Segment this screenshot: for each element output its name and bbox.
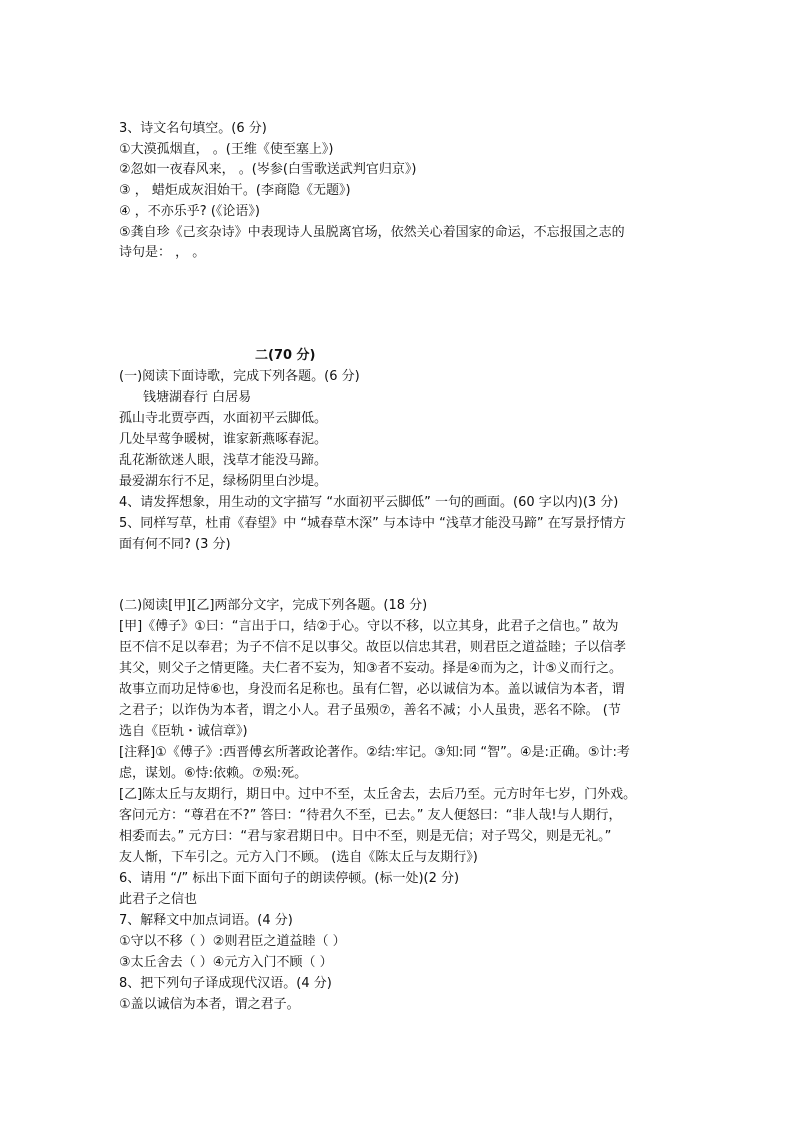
q8: 8、把下列句子译成现代汉语。(4 分) [119,976,332,991]
yi-line-2: 客问元方：“尊君在不?” 答曰：“待君久不至，已去。” 友人便怒曰：“非人哉!与人期行， [119,808,622,823]
poem-line-3: 乱花渐欲迷人眼，浅草才能没马蹄。 [119,453,328,468]
q7: 7、解释文中加点词语。(4 分) [119,913,293,928]
yi-line-4: 友人惭，下车引之。元方入门不顾。 (选自《陈太丘与友期行》) [119,850,478,865]
q3-item-2: ②忽如一夜春风来， 。(岑参(白雪歌送武判官归京》) [119,162,417,177]
poem-line-1: 孤山寺北贾亭西，水面初平云脚低。 [119,411,328,426]
jia-line-1: [甲]《傅子》①曰：“言出于口，结②于心。守以不移，以立其身，此君子之信也。” 故为 [119,619,619,634]
part1-intro: (一)阅读下面诗歌，完成下列各题。(6 分) [119,369,360,384]
q7-line-1: ①守以不移（ ）②则君臣之道益睦（ ） [119,934,346,949]
q4: 4、请发挥想象，用生动的文字描写 “水面初平云脚低” 一句的画面。(60 字以内)(3 分) [119,495,619,510]
section-title: 二(70 分) [255,348,316,363]
q3-item-5: ⑤龚自珍《己亥杂诗》中表现诗人虽脱离官场，依然关心着国家的命运，不忘报国之志的 [119,225,625,240]
notes-line-1: [注释]①《傅子》:西晋傅玄所著政论著作。②结:牢记。③知:同 “智”。④是:正确。⑤计:考 [119,745,630,760]
part2-intro: (二)阅读[甲][乙]两部分文字，完成下列各题。(18 分) [119,598,428,613]
jia-line-6: 选自《臣轨・诚信章》) [119,724,248,739]
q3-item-4: ④ ，不亦乐乎? (《论语》) [119,204,260,219]
yi-line-3: 相委而去。” 元方曰：“君与家君期日中。日中不至，则是无信；对子骂父，则是无礼。” [119,829,612,844]
q8-line-1: ①盖以诚信为本者，谓之君子。 [119,997,300,1012]
q7-line-2: ③太丘舍去（ ）④元方入门不顾（ ） [119,955,333,970]
q5-cont: 面有何不同? (3 分) [119,537,231,552]
jia-line-2: 臣不信不足以奉君；为子不信不足以事父。故臣以信忠其君，则君臣之道益睦；子以信孝 [119,640,627,655]
yi-line-1: [乙]陈太丘与友期行，期日中。过中不至，太丘舍去，去后乃至。元方时年七岁，门外戏。 [119,787,637,802]
notes-line-2: 虑，谋划。⑥恃:依赖。⑦殒:死。 [119,766,308,781]
jia-line-5: 之君子；以诈伪为本者，谓之小人。君子虽殒⑦，善名不减；小人虽贵，恶名不除。 (节 [119,703,621,718]
q3-item-1: ①大漠孤烟直， 。(王维《使至塞上》) [119,142,334,157]
poem-line-4: 最爱湖东行不足，绿杨阴里白沙堤。 [119,474,328,489]
q3-item-3: ③ ， 蜡炬成灰泪始干。(李商隐《无题》) [119,183,351,198]
poem-title: 钱塘湖春行 白居易 [143,390,252,405]
q3-heading: 3、诗文名句填空。(6 分) [119,121,267,136]
q3-item-5-cont: 诗句是： ， 。 [119,245,206,260]
q5: 5、同样写草，杜甫《春望》中 “城春草木深” 与本诗中 “浅草才能没马蹄” 在写景抒情方 [119,516,626,531]
poem-line-2: 几处早莺争暖树，谁家新燕啄春泥。 [119,432,328,447]
q6-sentence: 此君子之信也 [119,892,198,907]
q6: 6、请用 “/” 标出下面下面句子的朗读停顿。(标一处)(2 分) [119,871,460,886]
jia-line-4: 故事立而功足恃⑥也，身没而名足称也。虽有仁智，必以诚信为本。盖以诚信为本者，谓 [119,682,625,697]
jia-line-3: 其父，则父子之情更隆。夫仁者不妄为，知③者不妄动。择是④而为之，计⑤义而行之。 [119,661,622,676]
